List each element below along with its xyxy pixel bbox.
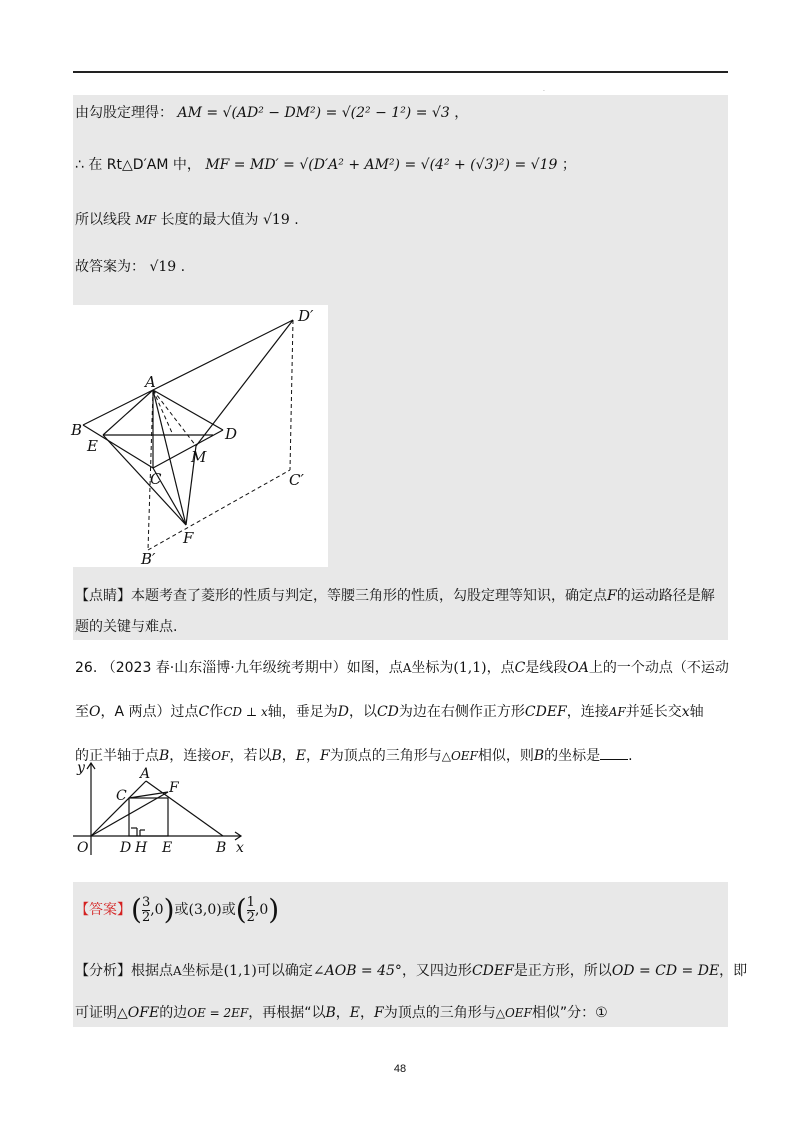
header-rule xyxy=(73,71,728,73)
label-y: y xyxy=(77,760,85,776)
label-b-prime: B′ xyxy=(141,550,156,568)
formula-am: AM = √(AD² − DM²) = √(2² − 1²) = √3 xyxy=(177,105,450,121)
analysis-line-1: 【分析】根据点A坐标是(1,1)可以确定∠AOB = 45°，又四边形CDEF是正方形，所以OD = CD = DE，即 xyxy=(75,963,748,979)
dianjing-line-1: 【点睛】本题考查了菱形的性质与判定，等腰三角形的性质，勾股定理等知识，确定点F的运动路径是解 xyxy=(75,588,715,604)
label-b: B xyxy=(216,840,227,856)
label-c: C xyxy=(116,788,127,804)
label-m: M xyxy=(191,448,207,466)
answer-blank xyxy=(600,745,628,760)
dianjing-tag: 【点睛】 xyxy=(75,588,131,604)
label-e: E xyxy=(162,840,173,856)
page-number: 48 xyxy=(393,1063,407,1075)
problem-line-1: 26. （2023 春·山东淄博·九年级统考期中）如图，点A坐标为(1,1)，点C是线段OA上的一个动点（不运动 xyxy=(75,660,729,676)
solution-line-1: 由勾股定理得： AM = √(AD² − DM²) = √(2² − 1²) = √3 ， xyxy=(75,105,469,121)
label-d: D xyxy=(225,425,238,443)
label-o: O xyxy=(77,840,89,856)
label-a: A xyxy=(140,766,151,782)
answer-frac-3: $\frac{1}{2}$ xyxy=(246,894,255,925)
formula-mf: MF = MD′ = √(D′A² + AM²) = √(4² + (√3)²) = √19 xyxy=(205,157,558,173)
solution-line-2: ∴ 在 Rt△D′AM 中， MF = MD′ = √(D′A² + AM²) = √(4² + (√3)²) = √19 ； xyxy=(75,157,576,173)
label-c-prime: C′ xyxy=(289,471,304,489)
label-e: E xyxy=(87,437,98,455)
label-b: B xyxy=(71,421,83,439)
answer-frac-1: $\frac{3}{2}$ xyxy=(141,894,151,925)
answer-coord-2: (3,0) xyxy=(188,902,222,918)
dianjing-line-2: 题的关键与难点. xyxy=(75,619,178,635)
label-d-prime: D′ xyxy=(298,307,314,325)
label-f: F xyxy=(183,529,194,547)
label-d: D xyxy=(120,840,132,856)
answer-tag: 【答案】 xyxy=(75,902,131,918)
analysis-tag: 【分析】 xyxy=(75,963,131,979)
label-x: x xyxy=(236,840,244,856)
solution-line-3: 所以线段 MF 长度的最大值为 √19 . xyxy=(75,212,299,228)
figure-coordinate xyxy=(73,760,253,860)
label-a: A xyxy=(145,373,156,391)
header-mark: . xyxy=(543,86,545,93)
problem-line-3: 的正半轴于点B，连接OF，若以B，E，F为顶点的三角形与△OEF相似，则B的坐标是 . xyxy=(75,745,633,766)
label-h: H xyxy=(135,840,148,856)
label-f: F xyxy=(169,780,179,796)
solution-line-4: 故答案为： √19 . xyxy=(75,259,186,275)
answer-line: 【答案】( $\frac{3}{2}$ ,0)或(3,0)或( $\frac{1}{2}$ ,0) xyxy=(75,893,280,926)
label-c: C xyxy=(150,470,162,488)
analysis-line-2: 可证明△OFE的边OE = 2EF，再根据“以B，E，F为顶点的三角形与△OEF相似”分：① xyxy=(75,1005,608,1021)
problem-number: 26. xyxy=(75,660,98,676)
figure-rhombus xyxy=(73,305,328,567)
problem-line-2: 至O，A 两点）过点C作CD ⊥ x轴，垂足为D，以CD为边在右侧作正方形CDEF，连接AF并延长交x轴 xyxy=(75,704,704,720)
